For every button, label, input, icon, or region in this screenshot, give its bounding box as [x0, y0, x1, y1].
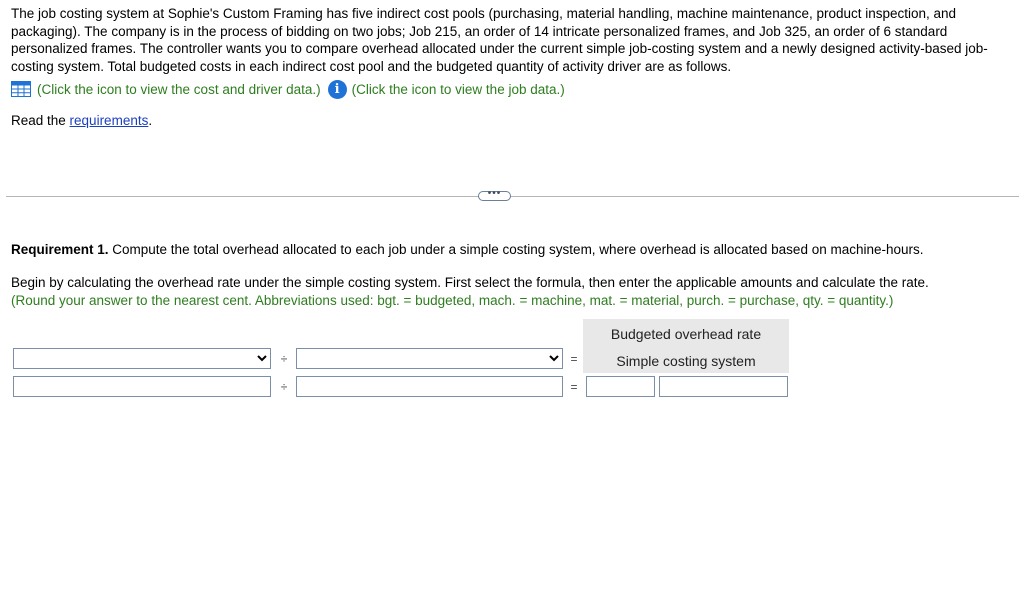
formula-denominator-select[interactable]	[296, 348, 563, 369]
header-simple-costing-system: Simple costing system	[616, 353, 756, 369]
job-data-link[interactable]: (Click the icon to view the job data.)	[351, 81, 565, 97]
read-suffix: .	[148, 113, 153, 128]
expand-more-button[interactable]: •••	[478, 191, 511, 201]
formula-numerator-select[interactable]	[13, 348, 271, 369]
spreadsheet-grid-icon[interactable]	[11, 81, 31, 97]
rounding-note: (Round your answer to the nearest cent. Abbreviations used: bgt. = budgeted, mach. = machine, mat. = material, purch. = purchase, qty. = quantity.)	[11, 292, 894, 308]
data-links-row	[11, 79, 565, 99]
requirements-link[interactable]: requirements	[69, 113, 149, 128]
rate-unit-input[interactable]	[659, 376, 788, 397]
instructions	[11, 274, 929, 309]
requirement-1	[11, 242, 924, 257]
info-icon[interactable]: i	[328, 80, 347, 99]
read-prefix: Read the	[11, 113, 70, 128]
divide-sign: ÷	[280, 352, 288, 366]
cost-driver-data-link[interactable]: (Click the icon to view the cost and driver data.)	[37, 81, 321, 97]
overhead-rate-input[interactable]	[586, 376, 655, 397]
numerator-amount-input[interactable]	[13, 376, 271, 397]
denominator-amount-input[interactable]	[296, 376, 563, 397]
instruction-text: Begin by calculating the overhead rate under the simple costing system. First select the formula, then enter the applicable amounts and calculate the rate.	[11, 275, 929, 290]
equals-sign: =	[570, 352, 578, 366]
section-divider	[6, 196, 1019, 197]
problem-intro: The job costing system at Sophie's Custom Framing has five indirect cost pools (purchasing, material handling, machine maintenance, product inspection, and packaging). The company is in the process of bidding on two jobs; Job 215, an order of 14 intricate personalized frames, and Job 325, an order of 6 standard personalized frames. The controller wants you to compare overhead allocated under the current simple job-costing system and a newly designed activity-based job-costing system. Total budgeted costs in each indirect cost pool and the budgeted quantity of activity driver are as follows.	[11, 6, 988, 74]
read-requirements	[11, 113, 152, 128]
requirement-text: Compute the total overhead allocated to each job under a simple costing system, where overhead is allocated based on machine-hours.	[108, 242, 924, 257]
divide-sign: ÷	[280, 380, 288, 394]
requirement-label: Requirement 1.	[11, 242, 109, 257]
equals-sign: =	[570, 380, 578, 394]
header-budgeted-overhead-rate: Budgeted overhead rate	[610, 326, 762, 342]
